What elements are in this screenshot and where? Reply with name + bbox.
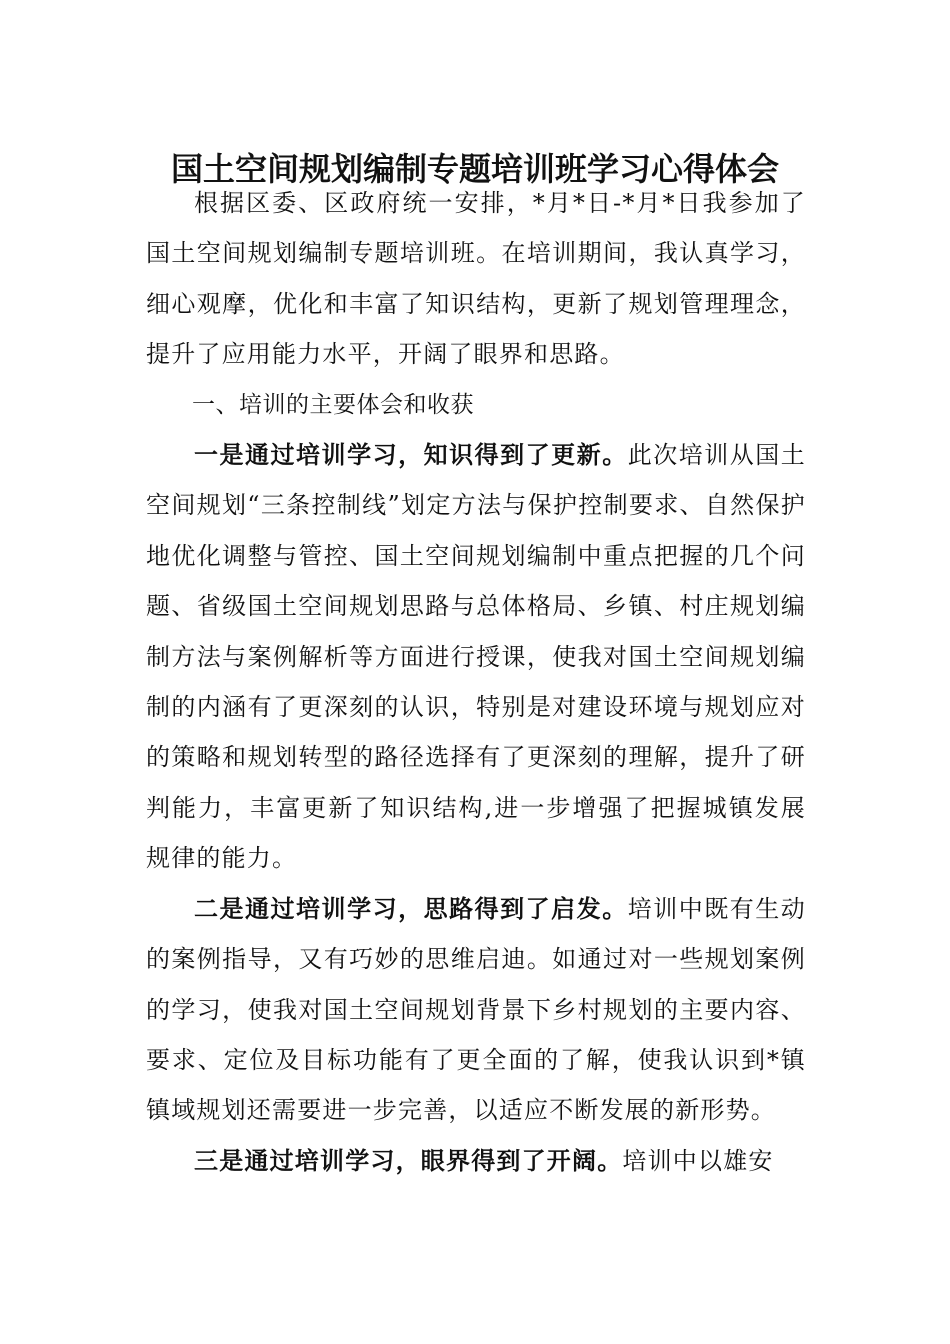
point-paragraph-2 [146,884,806,1136]
point-paragraph-3 [146,1136,806,1186]
point-lead-1: 一是通过培训学习，知识得到了更新。 [194,440,628,470]
document-title: 国土空间规划编制专题培训班学习心得体会 [170,150,779,189]
point-lead-2: 二是通过培训学习，思路得到了启发。 [194,893,628,923]
point-text-2: 培训中既有生动的案例指导，又有巧妙的思维启迪。如通过对一些规划案例的学习，使我对国土空间规划背景下乡村规划的主要内容、要求、定位及目标功能有了更全面的了解，使我认识到*镇镇域规划还需要进一步完善，以适应不断发展的新形势。 [146,894,806,1125]
point-lead-3: 三是通过培训学习，眼界得到了开阔。 [194,1145,623,1175]
point-text-1: 此次培训从国土空间规划“三条控制线”划定方法与保护控制要求、自然保护地优化调整与管控、国土空间规划编制中重点把握的几个问题、省级国土空间规划思路与总体格局、乡镇、村庄规划编制方法与案例解析等方面进行授课，使我对国土空间规划编制的内涵有了更深刻的认识，特别是对建设环境与规划应对的策略和规划转型的路径选择有了更深刻的理解，提升了研判能力，丰富更新了知识结构,进一步增强了把握城镇发展规律的能力。 [146,441,806,873]
document-body [146,178,806,1186]
point-paragraph-1 [146,430,806,884]
intro-paragraph: 根据区委、区政府统一安排，*月*日-*月*日我参加了国土空间规划编制专题培训班。在培训期间，我认真学习，细心观摩，优化和丰富了知识结构，更新了规划管理理念，提升了应用能力水平，开阔了眼界和思路。 [146,189,806,369]
point-text-3: 培训中以雄安 [622,1146,774,1175]
section-heading: 一、培训的主要体会和收获 [192,391,474,418]
